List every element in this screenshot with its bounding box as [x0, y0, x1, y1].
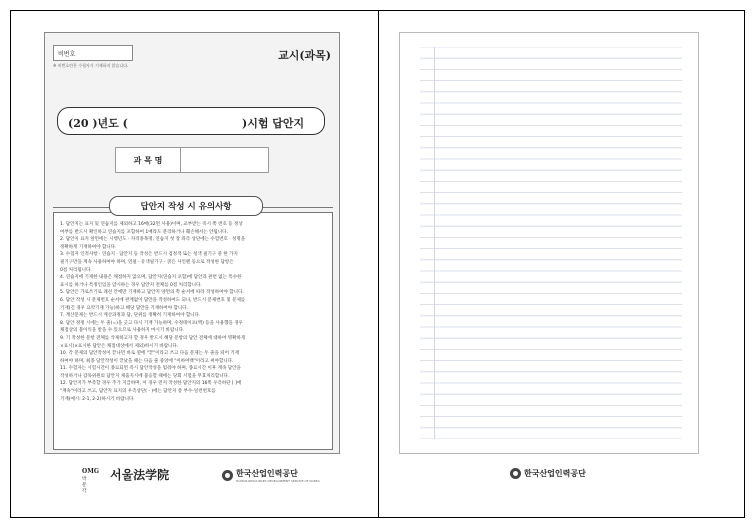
note-line: 하여야 하며, 최종 답안작성이 끝났을 때는 다음 줄 중앙에 "이하여백"이라고 써야합니다. [60, 358, 234, 364]
center-divider [378, 11, 379, 517]
note-line: 여부를 반드시 확인하고 연습지를 포함하여 1매라도 분리하거나 훼손해서는 안됩니다. [60, 229, 228, 235]
hrd-name-left: 한국산업인력공단 [236, 469, 298, 478]
note-line: 8. 답안 정정 시에는 두 줄(=)을 긋고 다시 기재 가능하며, 수정테이프(액) 등을 사용했을 경우 [60, 320, 243, 326]
note-line: 3. 수험자 인적사항 · 연습지 · 답안지 등 작성은 반드시 검정색 또는 청색 필기구 중 한 가지 [60, 252, 238, 258]
hrd-subtitle: HUMAN RESOURCES DEVELOPMENT SERVICE OF KOREA [236, 479, 320, 483]
ruled-answer-page [399, 32, 699, 454]
note-line: 2. 답안지 표지 앞면에는 시행년도 · 자격종목명, 연습지 첫 장 좌측 상단에는 수험번호 · 성명을 [60, 237, 246, 243]
hrd-emblem-icon [222, 470, 233, 481]
title-year: (20 )년도 ( [68, 117, 128, 130]
note-line: ×표시(×표시한 답안은 채점대상에서 제외)하시기 바랍니다. [60, 343, 179, 349]
publisher-omg: OMG [82, 468, 99, 475]
note-line: 작성하거나 감독위원의 답안지 제출지시에 불응할 때에는 당회 시험을 무효처리합니다. [60, 373, 230, 379]
notes-title: 답안지 작성 시 유의사항 [109, 196, 263, 216]
subject-input-area[interactable] [181, 148, 268, 172]
session-label: 교시(과목) [278, 49, 331, 62]
subject-label: 과 목 명 [116, 148, 181, 172]
exam-number-field[interactable] [53, 45, 133, 61]
margin-line [434, 47, 435, 439]
exam-number-label: 비번호 [58, 51, 76, 58]
note-line: 7. 계산문제는 반드시 계산과정과 답, 단위를 정확히 기재하여야 합니다. [60, 313, 201, 319]
publisher-name: 서울法学院 [110, 468, 170, 482]
note-line: 11. 수험자는 시험시간이 종료되면 즉시 답안작성을 멈춰야 하며, 종료시간 이후 계속 답안을 [60, 366, 241, 372]
note-line: 9. 기 작성한 문항 전체를 삭제하고자 할 경우 반드시 해당 문항의 답안 전체에 대하여 명확하게 [60, 335, 246, 341]
hrd-logo-right [510, 468, 586, 479]
hrd-name-right: 한국산업인력공단 [524, 469, 586, 478]
notes-list [60, 221, 328, 403]
note-line: 기재(예시: 2-1, 2-2)하시기 바랍니다. [60, 396, 135, 402]
hrd-emblem-icon [510, 468, 521, 479]
subject-name-field[interactable] [115, 147, 269, 173]
note-line: 표시를 하거나 특정인임을 암시하는 경우 답안지 전체를 0점 처리합니다. [60, 282, 202, 288]
note-line: 1. 답안지는 표지 및 연습지를 제외하고 16매(32면 사용)이며, 교부받는 즉시 쪽 번호 등 정상 [60, 222, 243, 227]
answer-sheet-cover [44, 32, 340, 454]
note-line: 12. 답안지가 부족할 경우 추가 지급하며, 이 경우 먼저 작성한 답안지의 16쪽 우측하단 [ ]에 [60, 381, 242, 387]
note-line: 0점 처리됩니다. [60, 267, 92, 273]
publisher-omg-sub: 박문각 [82, 477, 87, 494]
note-line: 정확하게 기재하여야 합니다. [60, 244, 117, 250]
exam-number-note: ※ 비번호란은 수험자가 기재하지 않습니다. [53, 63, 129, 68]
note-line: 4. 연습지에 기재한 내용은 채점하지 않으며, 답안지(연습지 포함)에 답안과 관련 없는 특수한 [60, 275, 242, 281]
note-line: 6. 답안 작성 시 문제번호 순서에 관계없이 답안을 작성하여도 되나, 반드시 문제번호 및 문제를 [60, 297, 246, 303]
hrd-logo-left [222, 468, 320, 483]
note-line: "계속"이라고 쓰고, 답안지 표지의 우측상단( - )에는 답안지 총 부수-일련번호를 [60, 389, 216, 395]
notes-box [53, 212, 333, 450]
note-line: 5. 답안은 가로쓰기로 괘선 안에만 기재하고 답안지 양면의 쪽 순서에 따라 작성하여야 합니다. [60, 290, 244, 296]
note-line: 기재(긴 경우 요약기재 가능)하고 해당 답안을 기재하여야 합니다. [60, 305, 188, 311]
note-line: 10. 각 문제의 답안작성이 끝나면 바로 옆에 "끝"이라고 쓰고 다음 문제는 두 줄을 띄어 기재 [60, 351, 240, 357]
ruled-lines [420, 47, 682, 439]
exam-title-box [57, 107, 325, 135]
title-exam: )시험 답안지 [242, 117, 305, 130]
note-line: 채점상의 불이익을 받을 수 있으므로 사용하지 마시기 바랍니다. [60, 328, 185, 334]
note-line: 필기구만을 계속 사용하여야 하며, 연필 · 유색필기구 · 굵은 사인펜 등으로 작성한 답항은 [60, 259, 234, 265]
